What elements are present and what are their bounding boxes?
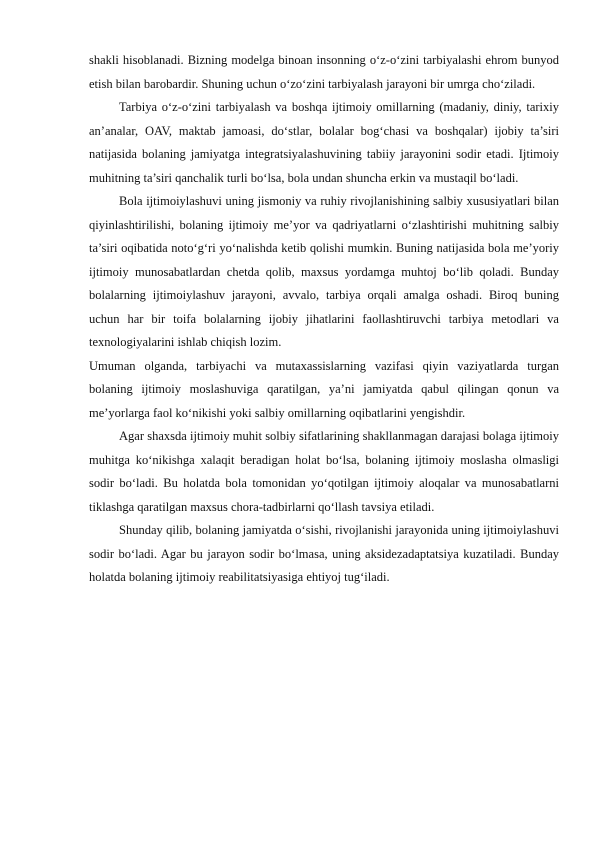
paragraph-3: Bola ijtimoiylashuvi uning jismoniy va ruhiy rivojlanishining salbiy xususiyatlari bilan qiyinlashtirilishi, bolaning ijtimoiy me’yor va qadriyatlarni o‘zlashtirishi muhitning salbiy ta’siri oqibatida noto‘g‘ri yo‘nalishda ketib qolishi mumkin. Buning natijasida bola me’yoriy ijtimoiy munosabatlardan chetda qolib, maxsus yordamga muhtoj bo‘lib qoladi. Bunday bolalarning ijtimoiylashuv jarayoni, avvalo, tarbiya orqali amalga oshadi. Biroq buning uchun har bir toifa bolalarning ijobiy jihatlarini faollashtiruvchi tarbiya metodlari va texnologiyalarini ishlab chiqish lozim. xyxy=(89,194,559,349)
paragraph-1: shakli hisoblanadi. Bizning modelga binoan insonning o‘z-o‘zini tarbiyalashi ehrom bunyod etish bilan barobardir. Shuning uchun o‘zo‘zini tarbiyalash jarayoni bir umrga cho‘ziladi. xyxy=(89,53,559,91)
document-page xyxy=(89,49,559,590)
paragraph-2: Tarbiya o‘z-o‘zini tarbiyalash va boshqa ijtimoiy omillarning (madaniy, diniy, tarixiy an’analar, OAV, maktab jamoasi, do‘stlar, bolalar bog‘chasi va boshqalar) ijobiy ta’siri natijasida bolaning jamiyatga integratsiyalashuvining tabiiy jarayonini sodir etadi. Ijtimoiy muhitning ta’siri qanchalik turli bo‘lsa, bola undan shuncha erkin va mustaqil bo‘ladi. xyxy=(89,100,559,185)
paragraph-4: Umuman olganda, tarbiyachi va mutaxassislarning vazifasi qiyin vaziyatlarda turgan bolaning ijtimoiy moslashuviga qaratilgan, ya’ni jamiyatda qabul qilingan qonun va me’yorlarga faol ko‘nikishi yoki salbiy omillarning oqibatlarini yengishdir. xyxy=(89,358,559,420)
paragraph-6: Shunday qilib, bolaning jamiyatda o‘sishi, rivojlanishi jarayonida uning ijtimoiylashuvi sodir bo‘ladi. Agar bu jarayon sodir bo‘lmasa, uning aksidezadaptatsiya kuzatiladi. Bunday holatda bolaning ijtimoiy reabilitatsiyasiga ehtiyoj tug‘iladi. xyxy=(89,523,559,584)
paragraph-5: Agar shaxsda ijtimoiy muhit solbiy sifatlarining shakllanmagan darajasi bolaga ijtimoiy muhitga ko‘nikishga xalaqit beradigan holat bo‘lsa, bolaning ijtimoiy moslasha olmasligi sodir bo‘ladi. Bu holatda bola tomonidan yo‘qotilgan ijtimoiy aloqalar va munosabatlarni tiklashga qaratilgan maxsus chora-tadbirlarni qo‘llash tavsiya etiladi. xyxy=(89,429,559,514)
